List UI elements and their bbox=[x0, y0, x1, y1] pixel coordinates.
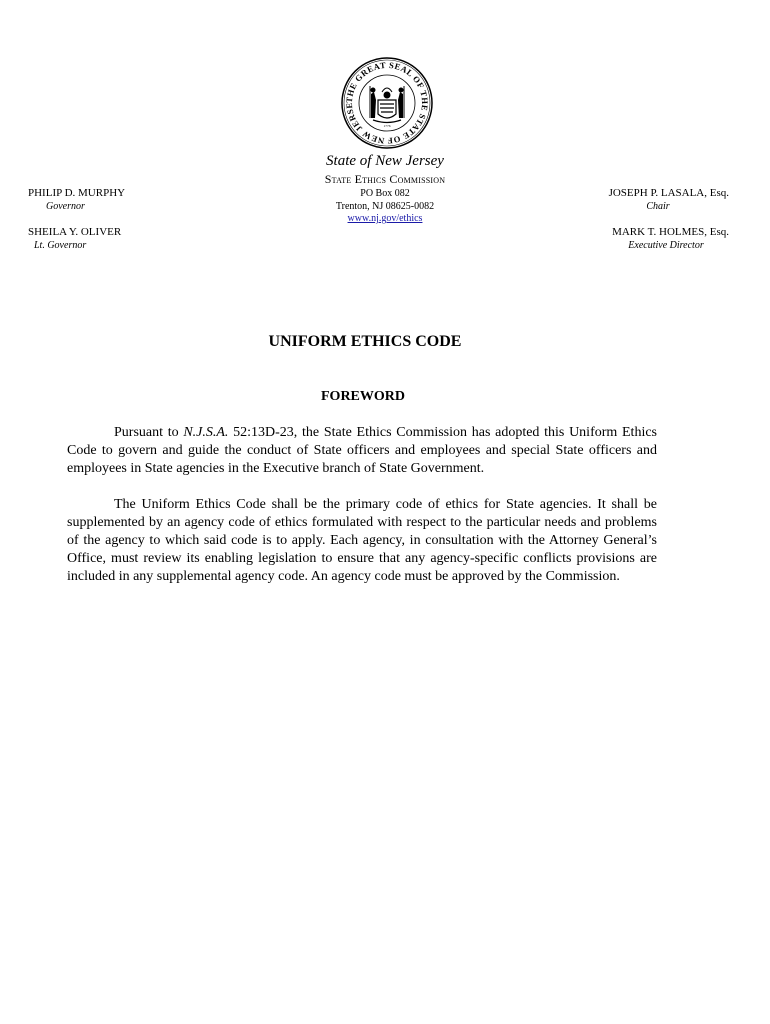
lt-governor-title: Lt. Governor bbox=[34, 240, 87, 251]
p1-lead: Pursuant to bbox=[114, 425, 184, 440]
p1-rest: 52:13D-23, the State Ethics Commission has adopted this Uniform Ethics Code to govern and guide the conduct of State officers and employees and special State officers and employees in State agencies in the Executive branch of State Government. bbox=[67, 425, 657, 476]
svg-text:1776: 1776 bbox=[383, 124, 391, 128]
seal-ring-text: THE GREAT SEAL OF THE STATE OF NEW JERSE bbox=[343, 59, 431, 147]
website-link[interactable]: www.nj.gov/ethics bbox=[347, 213, 423, 224]
state-name: State of New Jersey bbox=[326, 153, 444, 169]
governor-title: Governor bbox=[46, 201, 85, 212]
foreword-paragraph-2: The Uniform Ethics Code shall be the primary code of ethics for State agencies. It shall be supplemented by an agency code of ethics formulated with respect to the particular needs and problems of the agency to which said code is to apply. Each agency, in consultation with the Attorney General’s Office, must review its enabling legislation to ensure that any agency-specific conflicts provisions are included in any supplemental agency code. An agency code must be approved by the Commission. bbox=[67, 497, 657, 584]
chair-title: Chair bbox=[646, 201, 670, 212]
executive-director-title: Executive Director bbox=[628, 240, 704, 251]
document-title: UNIFORM ETHICS CODE bbox=[268, 333, 462, 350]
governor-name: PHILIP D. MURPHY bbox=[28, 187, 126, 199]
state-seal bbox=[340, 56, 434, 150]
foreword-paragraph-1 bbox=[67, 424, 657, 478]
address-city: Trenton, NJ 08625-0082 bbox=[335, 201, 435, 212]
section-heading: FOREWORD bbox=[321, 389, 405, 404]
state-seal-icon bbox=[340, 56, 434, 150]
commission-name: State Ethics Commission bbox=[324, 172, 446, 186]
executive-director-name: MARK T. HOLMES, Esq. bbox=[612, 226, 729, 238]
chair-name: JOSEPH P. LASALA, Esq. bbox=[608, 187, 729, 199]
address-po-box: PO Box 082 bbox=[360, 188, 410, 199]
statute-citation: N.J.S.A. bbox=[183, 425, 229, 440]
lt-governor-name: SHEILA Y. OLIVER bbox=[28, 226, 122, 238]
